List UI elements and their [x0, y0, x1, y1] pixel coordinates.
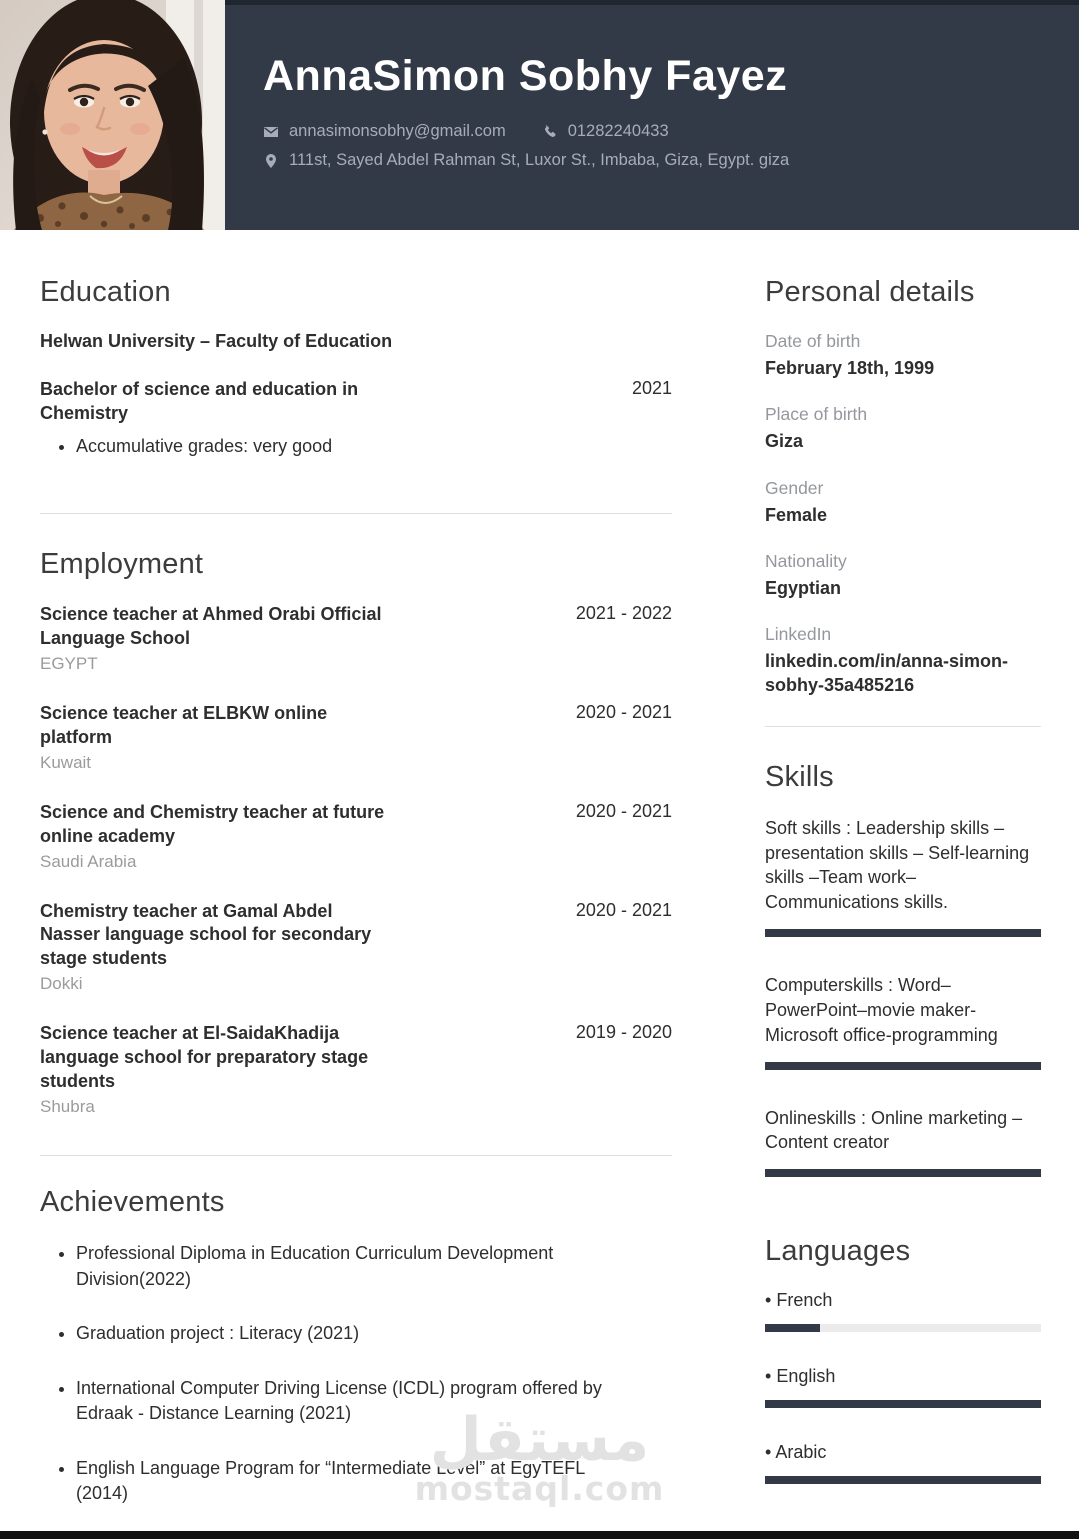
education-school: Helwan University – Faculty of Education	[40, 331, 393, 351]
achievement-list	[40, 1241, 672, 1507]
portrait-illustration	[0, 0, 225, 230]
person-name: AnnaSimon Sobhy Fayez	[263, 52, 788, 100]
skill-level-bar	[765, 1062, 1041, 1070]
achievement-item: • International Computer Driving License (ICDL) program offered by Edraak - Distance Learning (2021)	[76, 1376, 636, 1427]
resume-header	[0, 0, 1079, 230]
language-level-fill	[765, 1476, 1041, 1484]
field-label: Gender	[765, 477, 824, 498]
language-row	[765, 1366, 1041, 1387]
job-dates: 2020 - 2021	[575, 701, 672, 722]
contact-block	[263, 122, 1059, 170]
bullet-dot: •	[765, 1442, 772, 1463]
portrait-photo	[0, 0, 225, 230]
language-level-track	[765, 1400, 1041, 1408]
personal-field	[765, 404, 1041, 453]
job-title: Chemistry teacher at Gamal Abdel Nasser language school for secondary stage students	[40, 900, 372, 969]
job-entry-main	[40, 1022, 385, 1117]
job-dates: 2019 - 2020	[575, 1022, 672, 1043]
envelope-icon	[263, 124, 279, 140]
language-name: Arabic	[775, 1442, 827, 1463]
language-name: French	[776, 1290, 833, 1311]
field-value: linkedin.com/in/anna-simon-sobhy-35a485216	[765, 651, 1009, 696]
email-text: annasimonsobhy@gmail.com	[289, 122, 506, 141]
job-entry-main	[40, 702, 385, 773]
education-degree: Bachelor of science and education in Chemistry	[40, 379, 359, 423]
job-entry-main	[40, 801, 385, 872]
job-location: EGYPT	[40, 653, 98, 673]
field-label: Place of birth	[765, 404, 868, 425]
divider	[40, 1155, 672, 1156]
skill-list	[765, 816, 1041, 1177]
languages-heading: Languages	[765, 1235, 911, 1268]
language-item	[765, 1442, 1041, 1484]
education-heading: Education	[40, 276, 171, 308]
field-value: February 18th, 1999	[765, 358, 935, 378]
job-location: Shubra	[40, 1097, 95, 1117]
education-entry	[40, 378, 672, 426]
language-row	[765, 1442, 1041, 1463]
personal-field	[765, 624, 1041, 698]
phone-text: 01282240433	[567, 122, 669, 141]
phone-item	[542, 122, 669, 141]
job-dates: 2021 - 2022	[575, 602, 672, 623]
skill-level-bar	[765, 929, 1041, 937]
skill-text: Soft skills : Leadership skills –presentation skills – Self-learning skills –Team work– Communications skills.	[765, 817, 1030, 913]
job-entry	[40, 900, 672, 995]
job-location: Dokki	[40, 974, 83, 994]
job-location: Kuwait	[40, 752, 92, 772]
bullet-dot: •	[765, 1290, 772, 1311]
field-value: Female	[765, 504, 828, 525]
education-bullet-list	[40, 436, 672, 457]
field-label: Date of birth	[765, 331, 861, 351]
bottom-edge-strip	[0, 1531, 1079, 1539]
job-location: Saudi Arabia	[40, 851, 137, 871]
job-entry	[40, 603, 672, 674]
address-item	[263, 151, 789, 170]
skill-group	[765, 1106, 1041, 1178]
header-panel	[225, 0, 1079, 230]
field-value: Giza	[765, 431, 804, 452]
field-value: Egyptian	[765, 577, 842, 598]
achievement-item: • English Language Program for “Intermediate Level” at EgyTEFL (2014)	[76, 1456, 636, 1507]
job-entry	[40, 801, 672, 872]
personal-field	[765, 478, 1041, 527]
sidebar-column	[765, 276, 1041, 1536]
personal-field	[765, 551, 1041, 600]
personal-details-heading: Personal details	[765, 276, 975, 308]
address-text: 111st, Sayed Abdel Rahman St, Luxor St., Imbaba, Giza, Egypt. giza	[289, 151, 790, 170]
phone-icon	[542, 124, 558, 140]
job-entry	[40, 702, 672, 773]
skill-text: Computerskills : Word–PowerPoint–movie maker-Microsoft office-programming	[765, 975, 998, 1045]
job-dates: 2020 - 2021	[575, 800, 672, 821]
language-list	[765, 1290, 1041, 1484]
skill-level-bar	[765, 1169, 1041, 1177]
language-item	[765, 1290, 1041, 1332]
resume-body	[0, 230, 1079, 1536]
skill-group	[765, 973, 1041, 1069]
job-list	[40, 603, 672, 1117]
education-bullet: • Accumulative grades: very good	[76, 436, 672, 457]
divider	[765, 726, 1041, 727]
language-level-track	[765, 1324, 1041, 1332]
employment-heading: Employment	[40, 547, 204, 580]
achievements-heading: Achievements	[40, 1186, 225, 1219]
watermark-site: mostaql.com	[414, 1469, 665, 1508]
field-label: LinkedIn	[765, 624, 832, 645]
language-item	[765, 1366, 1041, 1408]
job-title: Science and Chemistry teacher at future online academy	[40, 801, 385, 846]
skill-group	[765, 816, 1041, 937]
field-label: Nationality	[765, 550, 847, 571]
email-item	[263, 122, 506, 141]
personal-field	[765, 331, 1041, 380]
personal-field-list	[765, 331, 1041, 698]
language-name: English	[776, 1366, 836, 1387]
job-title: Science teacher at Ahmed Orabi Official Language School	[40, 603, 382, 648]
skills-heading: Skills	[765, 760, 834, 793]
job-entry-main	[40, 603, 385, 674]
language-level-fill	[765, 1400, 1041, 1408]
education-date: 2021	[631, 378, 672, 398]
bullet-dot: •	[765, 1366, 772, 1387]
skill-text: Onlineskills : Online marketing –Content creator	[765, 1107, 1023, 1153]
job-entry-main	[40, 900, 385, 995]
job-title: Science teacher at El-SaidaKhadija language school for preparatory stage students	[40, 1023, 369, 1092]
achievement-item: • Professional Diploma in Education Curriculum Development Division(2022)	[76, 1241, 636, 1292]
job-entry	[40, 1022, 672, 1117]
job-title: Science teacher at ELBKW online platform	[40, 702, 328, 747]
language-level-fill	[765, 1324, 820, 1332]
watermark-arabic: مستقل	[429, 1405, 650, 1475]
language-row	[765, 1290, 1041, 1311]
achievement-item: • Graduation project : Literacy (2021)	[76, 1321, 636, 1347]
language-level-track	[765, 1476, 1041, 1484]
job-dates: 2020 - 2021	[575, 899, 672, 920]
divider	[40, 513, 672, 514]
main-column	[40, 276, 672, 1536]
map-pin-icon	[263, 153, 279, 169]
